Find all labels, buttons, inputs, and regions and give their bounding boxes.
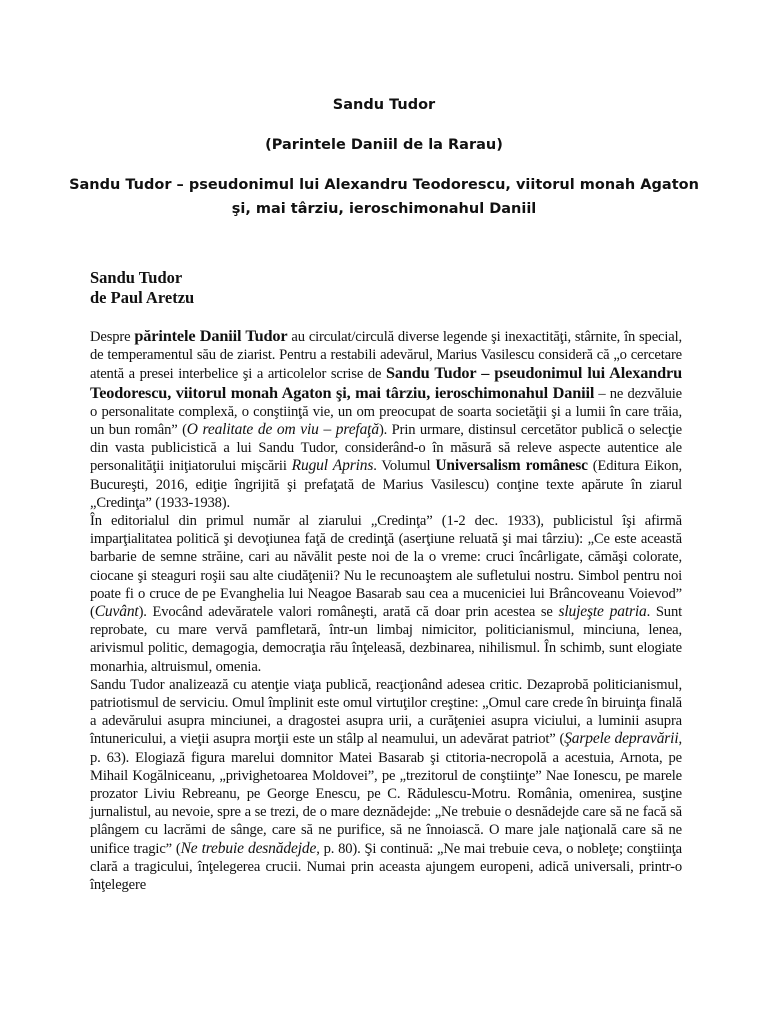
text-span: ). Evocând adevăratele valori româneşti, arată că doar prin acestea se (138, 604, 559, 621)
text-span: (Editura Eikon, Bucureşti, 2016, ediţie îngrijită şi prefaţată de Marius Vasilescu) conţine texte apărute în ziarul „Credinţa” (1933-1938). (90, 458, 682, 511)
text-span: , p. 63). Elogiază figura marelui domnitor Matei Basarab şi ctitoria-necropolă a acestuia, Arnota, pe Mihail Kogălniceanu, „privighetoarea Moldovei”, pe „trezitorul de conştiinţe” Nae Ionescu, pe marele prozator Liviu Rebreanu, pe George Enescu, pe C. Rădulescu-Motru. România, omenirea, susţine jurnalistul, au nevoie, spre a se trezi, de o mare deznădejde: „Ne trebuie o desnădejde care să ne facă să plângem cu lacrămi de sânge, care să ne purifice, să ne înnoiască. O mare jale naţională care să ne unifice tragic” ( (90, 731, 682, 857)
text-span: Despre (90, 329, 135, 345)
text-span: . Volumul (373, 458, 436, 475)
text-span: – ne dezvăluie o personalitate complexă, o conştiinţă vie, un om preocupat de soarta societăţii şi a lumii în care trăia, un bun român” ( (90, 385, 683, 439)
bold-name: părintele Daniil Tudor (134, 326, 288, 345)
author-block (90, 268, 194, 308)
document-description: Sandu Tudor – pseudonimul lui Alexandru Teodorescu, viitorul monah Agaton şi, mai târziu, ieroschimonahul Daniil (69, 177, 699, 217)
text-span: ). Prin urmare, distinsul cercetător publică o selecţie din vasta publicistică a lui Sandu Tudor, considerând-o în măsură să releve aspecte autentice ale personalităţii iniţiatorului mişcării (90, 422, 682, 475)
italic-title: Ne trebuie desnădejde (180, 839, 317, 857)
paragraph-intro (90, 327, 682, 512)
italic-title: Şarpele depravării (564, 730, 679, 748)
italic-title: Cuvânt (94, 603, 139, 621)
bold-pseudonym: Sandu Tudor – pseudonimul lui Alexandru Teodorescu, viitorul monah Agaton şi, mai târziu, ieroschimonahul Daniil (90, 363, 682, 402)
bold-book-title: Universalism românesc (435, 457, 588, 475)
text-span: . Sunt reprobate, cu mare vervă pamfletară, într-un limbaj nimicitor, politicianismul, minciuna, lenea, arivismul politic, demagogia, democraţia rău înţeleasă, dezbinarea, nihilismul. În schimb, sunt elogiate monarhia, altruismul, omenia. (90, 604, 683, 675)
document-subtitle: (Parintele Daniil de la Rarau) (265, 137, 503, 153)
paragraph-editorial (90, 512, 682, 676)
document-title: Sandu Tudor (332, 97, 436, 113)
author-name: Sandu Tudor (90, 268, 183, 287)
paragraph-analysis (90, 676, 682, 894)
text-span: Sandu Tudor analizează cu atenţie viaţa publică, reacţionând adesea critic. Dezaprobă politicianismul, patriotismul de serviciu. Omul împlinit este omul virtuţilor creştine: „Omul care crede în biruinţa finală a adevărului asupra minciunei, a dragostei asupra urii, a curăţeniei asupra viciului, a luminii asupra întunericului, a vieţii asupra morţii este un stâlp al neamului, un adevărat patriot” ( (90, 676, 682, 748)
article-body (90, 327, 682, 894)
text-span: au circulat/circulă diverse legende şi inexactităţi, stârnite, în special, de temperamentul său de ziarist. Pentru a restabili adevărul, Marius Vasilescu consideră că „o cercetare atentă a presei interbelice şi a articolelor scrise de (90, 329, 682, 383)
author-byline: de Paul Aretzu (90, 288, 195, 307)
italic-title: Rugul Aprins (291, 457, 374, 475)
italic-phrase: slujeşte patria (558, 603, 647, 621)
text-span: În editorialul din primul număr al ziarului „Credinţa” (1-2 dec. 1933), publicistul îşi afirmă imparţialitatea politică şi devoţiunea faţă de credinţă (aserţiune reluată şi mai târziu): „Ce este această barbarie de semne străine, cari au năvălit peste noi de la o vreme: cruci încârligate, cămăşi colorate, ciocane şi steaguri roşii sau alte ciudăţenii? Nu le recunoaştem ale sufletului nostru. Simbol pentru noi poate fi o cruce de pe Evanghelia lui Neagoe Basarab sau cea a muceniciei lui Brâncoveanu Voievod” ( (90, 513, 682, 621)
italic-title: O realitate de om viu – prefaţă (186, 421, 379, 439)
text-span: , p. 80). Şi continuă: „Ne mai trebuie ceva, o nobleţe; conştiinţa clară a tragicului, înţelegerea crucii. Numai prin aceasta ajungem europeni, adică universali, printr-o înţelegere (90, 840, 683, 894)
